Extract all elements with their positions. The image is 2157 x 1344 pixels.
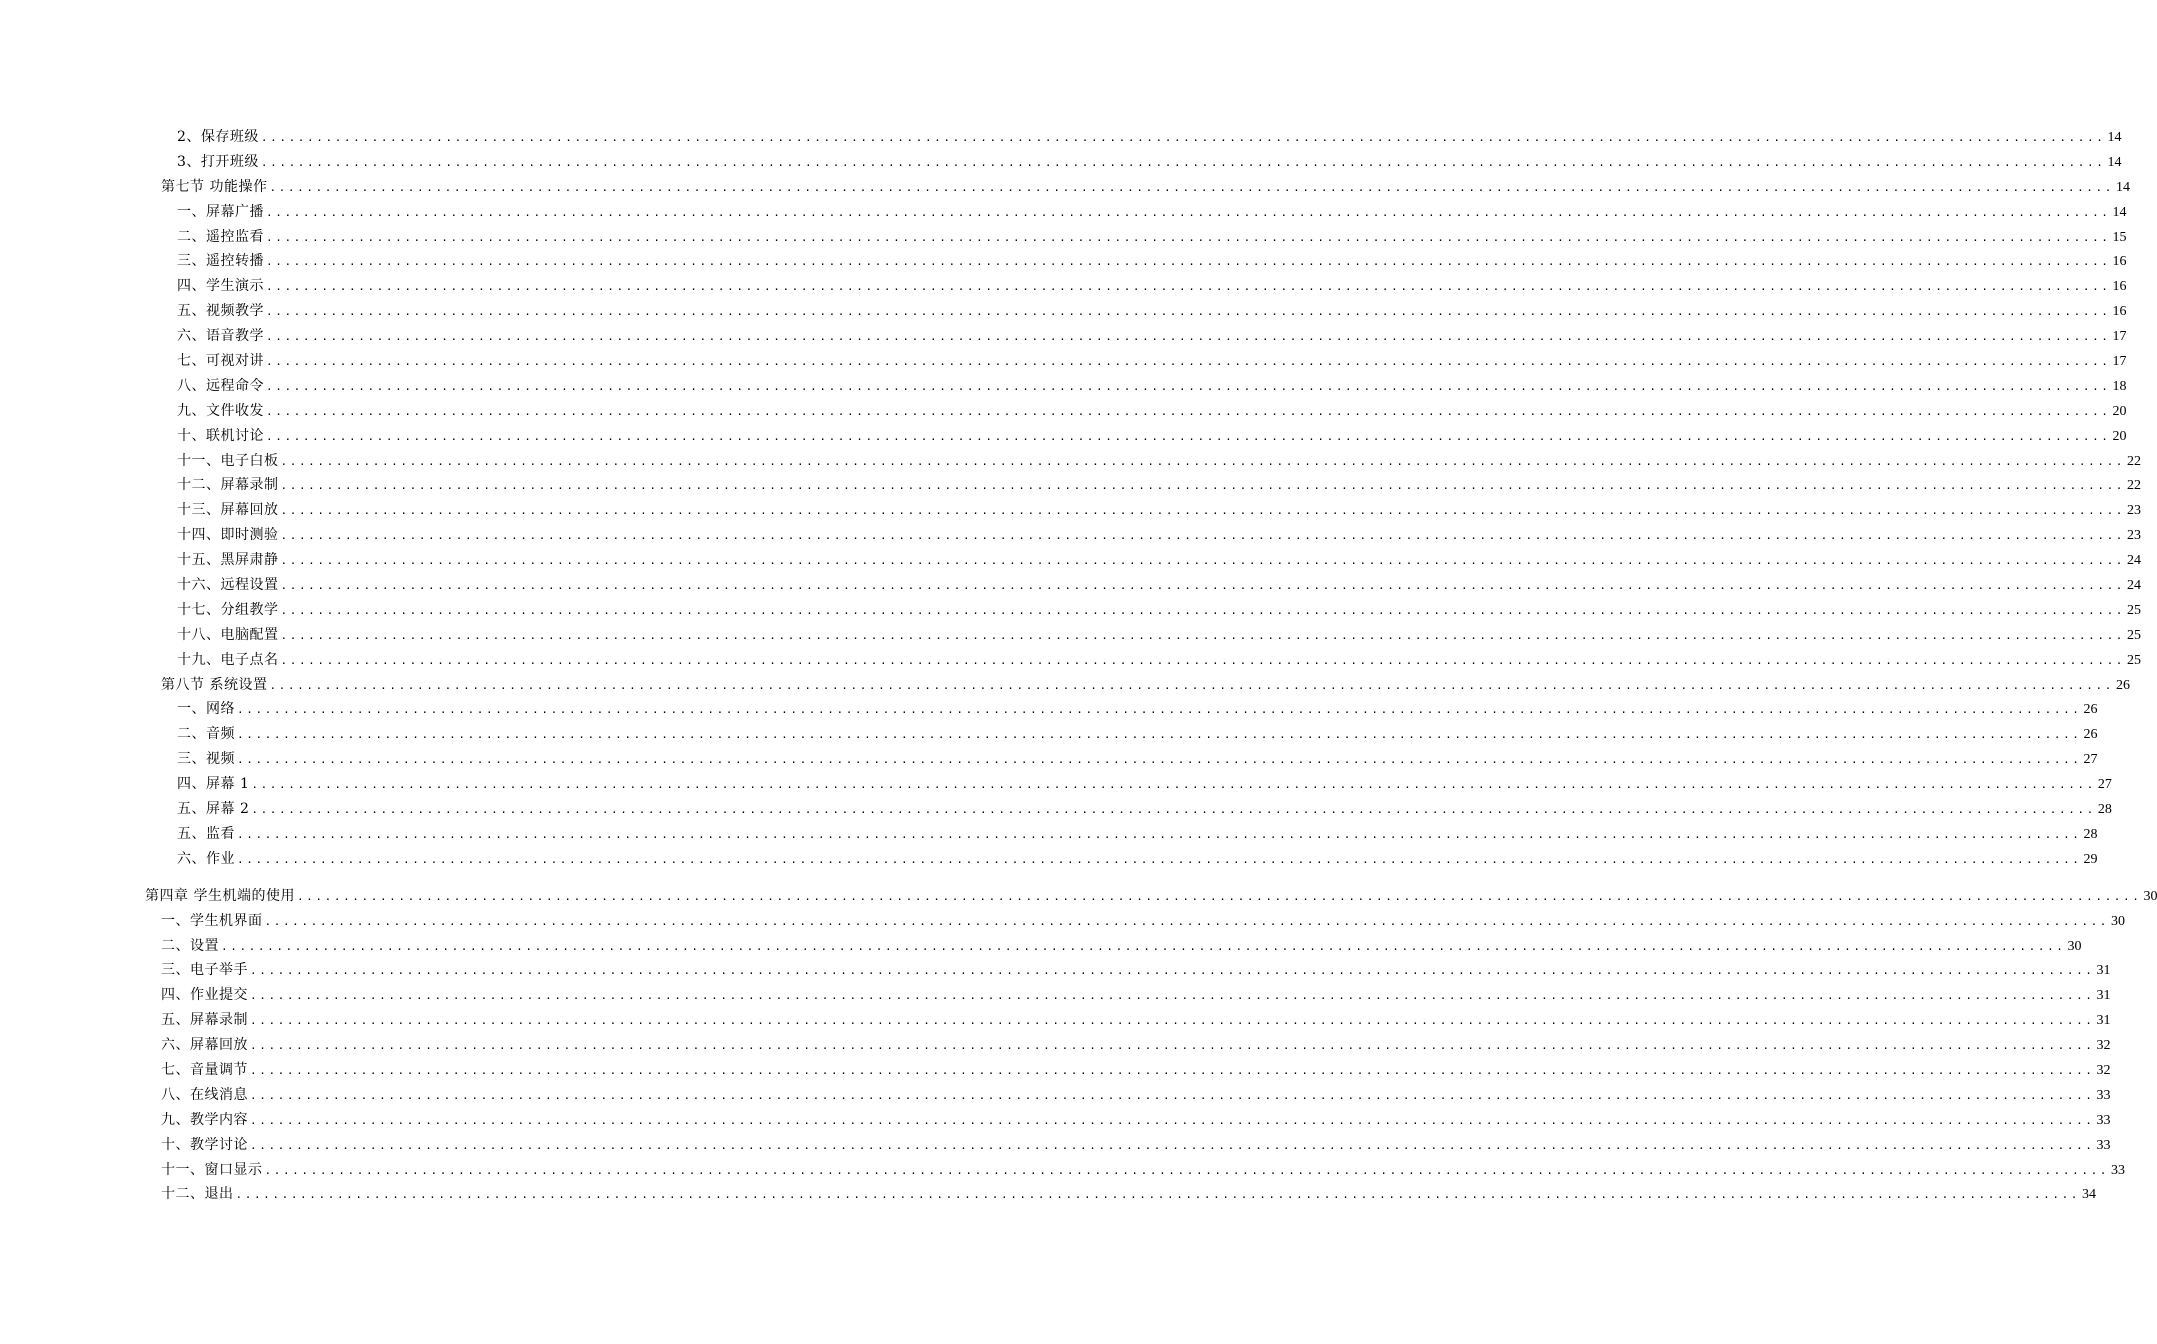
- toc-entry[interactable]: [0, 797, 2112, 822]
- toc-entry[interactable]: [0, 399, 2127, 424]
- toc-entry[interactable]: [0, 673, 2130, 698]
- toc-entry[interactable]: [0, 200, 2127, 225]
- toc-entry[interactable]: [0, 747, 2098, 772]
- toc-entry-line: [161, 1133, 2111, 1159]
- toc-entry-page-number: 23: [2127, 503, 2142, 519]
- toc-entry[interactable]: [0, 349, 2127, 374]
- toc-entry-line: [161, 1008, 2111, 1034]
- toc-dot-leader: ........................................................................................................................................................................................................: [280, 454, 2126, 468]
- toc-dot-leader: ........................................................................................................................................................................................................: [266, 355, 2111, 369]
- toc-entry-line: [145, 884, 2157, 910]
- toc-entry[interactable]: [0, 884, 2157, 909]
- toc-entry-line: [177, 274, 2127, 300]
- toc-entry-title: 五、视频教学: [177, 303, 264, 320]
- toc-entry-page-number: 30: [2111, 913, 2126, 929]
- toc-entry-title: 六、作业: [177, 850, 235, 867]
- toc-entry-line: [177, 722, 2098, 748]
- toc-entry-page-number: 20: [2112, 403, 2127, 419]
- toc-dot-leader: ........................................................................................................................................................................................................: [250, 989, 2095, 1003]
- toc-entry-line: [161, 1083, 2111, 1109]
- toc-entry[interactable]: [0, 822, 2098, 847]
- toc-entry-line: [177, 623, 2142, 649]
- toc-entry-title: 2、保存班级: [177, 129, 259, 145]
- toc-entry-title: 九、教学内容: [161, 1111, 248, 1128]
- toc-entry[interactable]: [0, 623, 2142, 648]
- toc-entry-line: [177, 573, 2142, 599]
- toc-entry-page-number: 17: [2112, 329, 2127, 345]
- toc-dot-leader: ........................................................................................................................................................................................................: [260, 131, 2106, 144]
- toc-entry-title: 一、网络: [177, 701, 235, 718]
- toc-entry-page-number: 25: [2127, 627, 2142, 643]
- toc-dot-leader: ........................................................................................................................................................................................................: [250, 1088, 2095, 1102]
- toc-entry-page-number: 26: [2115, 677, 2130, 693]
- toc-dot-leader: ........................................................................................................................................................................................................: [264, 1163, 2110, 1177]
- toc-entry-title: 三、遥控转播: [177, 253, 264, 270]
- toc-entry-page-number: 30: [2143, 888, 2157, 904]
- toc-entry-page-number: 33: [2111, 1162, 2126, 1178]
- toc-dot-leader: ........................................................................................................................................................................................................: [280, 504, 2126, 518]
- toc-entry[interactable]: [0, 934, 2082, 959]
- toc-entry-title: 二、设置: [161, 937, 219, 954]
- toc-entry-title: 八、在线消息: [161, 1086, 248, 1103]
- toc-entry-page-number: 25: [2127, 602, 2142, 618]
- toc-entry-page-number: 15: [2112, 229, 2127, 245]
- toc-entry-title: 十、教学讨论: [161, 1136, 248, 1153]
- toc-entry-line: [161, 1058, 2111, 1084]
- toc-dot-leader: ........................................................................................................................................................................................................: [266, 429, 2111, 443]
- toc-dot-leader: ........................................................................................................................................................................................................: [280, 653, 2126, 667]
- toc-dot-leader: ........................................................................................................................................................................................................: [266, 280, 2111, 294]
- toc-entry-line: [161, 934, 2082, 960]
- toc-entry-line: [177, 374, 2127, 400]
- toc-entry[interactable]: [0, 449, 2142, 474]
- toc-entry[interactable]: [0, 473, 2142, 498]
- toc-entry-line: [161, 673, 2130, 699]
- toc-dot-leader: ........................................................................................................................................................................................................: [280, 579, 2126, 593]
- toc-dot-leader: ........................................................................................................................................................................................................: [280, 603, 2126, 617]
- toc-entry[interactable]: [0, 722, 2098, 747]
- toc-entry-title: 四、屏幕 1: [177, 776, 250, 793]
- toc-entry-title: 六、语音教学: [177, 328, 264, 345]
- toc-dot-leader: ........................................................................................................................................................................................................: [237, 703, 2082, 717]
- toc-dot-leader: ........................................................................................................................................................................................................: [266, 230, 2111, 244]
- toc-entry[interactable]: [0, 374, 2127, 399]
- toc-entry-line: [177, 548, 2142, 574]
- toc-dot-leader: ........................................................................................................................................................................................................: [250, 1138, 2095, 1152]
- toc-entry[interactable]: [0, 909, 2126, 934]
- toc-dot-leader: ........................................................................................................................................................................................................: [235, 1188, 2081, 1202]
- toc-entry-line: [177, 697, 2098, 723]
- toc-entry-page-number: 27: [2097, 777, 2112, 793]
- toc-entry[interactable]: [0, 1108, 2111, 1133]
- toc-entry-title: 十四、即时测验: [177, 527, 279, 544]
- toc-entry-title: 五、屏幕录制: [161, 1012, 248, 1029]
- toc-entry-page-number: 17: [2112, 354, 2127, 370]
- toc-entry-title: 四、作业提交: [161, 987, 248, 1004]
- toc-entry-line: [177, 150, 2122, 176]
- toc-entry[interactable]: [0, 1033, 2111, 1058]
- toc-entry-line: [177, 299, 2127, 325]
- toc-entry-line: [177, 424, 2127, 450]
- toc-entry-title: 十二、屏幕录制: [177, 477, 279, 494]
- toc-entry-page-number: 18: [2112, 378, 2127, 394]
- toc-entry-line: [177, 125, 2122, 151]
- toc-dot-leader: ........................................................................................................................................................................................................: [237, 827, 2082, 841]
- toc-dot-leader: ........................................................................................................................................................................................................: [237, 728, 2082, 742]
- toc-dot-leader: ........................................................................................................................................................................................................: [269, 678, 2114, 692]
- toc-entry-title: 五、监看: [177, 825, 235, 842]
- toc-entry-page-number: 28: [2097, 802, 2112, 818]
- toc-entry[interactable]: [0, 598, 2142, 623]
- toc-entry-line: [161, 1158, 2126, 1184]
- toc-entry[interactable]: [0, 1158, 2126, 1183]
- toc-entry[interactable]: [0, 249, 2127, 274]
- toc-entry-title: 一、学生机界面: [161, 912, 263, 929]
- toc-entry-line: [177, 349, 2127, 375]
- toc-dot-leader: ........................................................................................................................................................................................................: [296, 889, 2142, 903]
- toc-entry-title: 第七节 功能操作: [161, 178, 268, 195]
- toc-dot-leader: ........................................................................................................................................................................................................: [250, 1063, 2095, 1077]
- toc-entry-line: [177, 449, 2142, 475]
- toc-entry-page-number: 31: [2096, 963, 2111, 979]
- toc-dot-leader: ........................................................................................................................................................................................................: [280, 554, 2126, 568]
- toc-entry-page-number: 16: [2112, 254, 2127, 270]
- toc-entry-page-number: 28: [2083, 826, 2098, 842]
- toc-entry-title: 七、可视对讲: [177, 353, 264, 370]
- toc-entry-page-number: 27: [2083, 752, 2098, 768]
- toc-entry-title: 十、联机讨论: [177, 427, 264, 444]
- toc-entry[interactable]: [0, 125, 2122, 150]
- toc-dot-leader: ........................................................................................................................................................................................................: [251, 778, 2096, 792]
- toc-entry-line: [177, 399, 2127, 425]
- toc-entry[interactable]: [0, 225, 2127, 250]
- toc-dot-leader: ........................................................................................................................................................................................................: [250, 1014, 2095, 1028]
- toc-entry-line: [177, 473, 2142, 499]
- toc-entry-title: 九、文件收发: [177, 402, 264, 419]
- toc-entry-title: 十一、窗口显示: [161, 1161, 263, 1178]
- table-of-contents: [0, 125, 2157, 1207]
- toc-entry-line: [161, 909, 2126, 935]
- toc-entry-title: 三、电子举手: [161, 962, 248, 979]
- toc-entry-page-number: 14: [2112, 204, 2127, 220]
- toc-entry-title: 第八节 系统设置: [161, 676, 268, 693]
- toc-entry-page-number: 14: [2107, 154, 2122, 170]
- toc-dot-leader: ........................................................................................................................................................................................................: [266, 205, 2111, 219]
- toc-entry-line: [161, 1182, 2097, 1208]
- toc-entry-page-number: 33: [2096, 1112, 2111, 1128]
- toc-entry-page-number: 16: [2112, 304, 2127, 320]
- toc-entry-line: [177, 200, 2127, 226]
- toc-entry-title: 十六、远程设置: [177, 577, 279, 594]
- toc-entry-line: [161, 983, 2111, 1009]
- toc-entry[interactable]: [0, 1133, 2111, 1158]
- toc-entry-title: 七、音量调节: [161, 1061, 248, 1078]
- toc-dot-leader: ........................................................................................................................................................................................................: [237, 852, 2082, 866]
- toc-dot-leader: ........................................................................................................................................................................................................: [260, 155, 2106, 169]
- toc-entry[interactable]: [0, 150, 2122, 175]
- toc-entry-page-number: 33: [2096, 1137, 2111, 1153]
- toc-entry-title: 十三、屏幕回放: [177, 502, 279, 519]
- toc-dot-leader: ........................................................................................................................................................................................................: [266, 330, 2111, 344]
- toc-entry-page-number: 14: [2115, 179, 2130, 195]
- toc-entry-page-number: 34: [2082, 1187, 2097, 1203]
- toc-entry-line: [177, 225, 2127, 251]
- toc-entry-title: 十八、电脑配置: [177, 626, 279, 643]
- toc-entry[interactable]: [0, 697, 2098, 722]
- toc-entry-line: [161, 958, 2111, 984]
- toc-entry[interactable]: [0, 424, 2127, 449]
- toc-entry-page-number: 24: [2127, 553, 2142, 569]
- toc-entry-line: [177, 648, 2142, 674]
- toc-dot-leader: ........................................................................................................................................................................................................: [237, 753, 2082, 767]
- toc-entry-line: [177, 523, 2142, 549]
- toc-entry-title: 四、学生演示: [177, 278, 264, 295]
- toc-entry[interactable]: [0, 274, 2127, 299]
- toc-dot-leader: ........................................................................................................................................................................................................: [250, 1113, 2095, 1127]
- toc-dot-leader: ........................................................................................................................................................................................................: [269, 180, 2114, 194]
- toc-entry[interactable]: [0, 1058, 2111, 1083]
- toc-entry[interactable]: [0, 772, 2112, 797]
- toc-entry-page-number: 16: [2112, 279, 2127, 295]
- toc-entry-page-number: 29: [2083, 851, 2098, 867]
- toc-entry[interactable]: [0, 958, 2111, 983]
- toc-entry-line: [161, 1108, 2111, 1134]
- toc-dot-leader: ........................................................................................................................................................................................................: [251, 803, 2096, 817]
- toc-entry-line: [161, 175, 2130, 201]
- toc-entry[interactable]: [0, 648, 2142, 673]
- toc-entry-line: [177, 822, 2098, 848]
- toc-dot-leader: ........................................................................................................................................................................................................: [266, 379, 2111, 393]
- toc-entry-line: [177, 772, 2112, 798]
- toc-entry-page-number: 26: [2083, 727, 2098, 743]
- toc-entry[interactable]: [0, 523, 2142, 548]
- toc-entry-page-number: 33: [2096, 1087, 2111, 1103]
- toc-entry-title: 十五、黑屏肃静: [177, 552, 279, 569]
- toc-entry-line: [177, 249, 2127, 275]
- toc-entry-title: 五、屏幕 2: [177, 801, 250, 818]
- toc-entry-title: 十一、电子白板: [177, 452, 279, 469]
- toc-entry-line: [177, 797, 2112, 823]
- toc-entry-title: 第四章 学生机端的使用: [145, 887, 295, 904]
- toc-entry-page-number: 23: [2127, 528, 2142, 544]
- toc-dot-leader: ........................................................................................................................................................................................................: [266, 404, 2111, 418]
- toc-entry[interactable]: [0, 175, 2130, 200]
- toc-entry-title: 十七、分组教学: [177, 601, 279, 618]
- toc-entry[interactable]: [0, 573, 2142, 598]
- toc-entry-page-number: 30: [2067, 938, 2082, 954]
- toc-entry-page-number: 22: [2127, 453, 2142, 469]
- toc-entry[interactable]: [0, 983, 2111, 1008]
- toc-entry-line: [177, 498, 2142, 524]
- toc-entry-title: 十二、退出: [161, 1186, 234, 1203]
- toc-entry[interactable]: [0, 847, 2098, 872]
- toc-entry-line: [177, 324, 2127, 350]
- toc-entry[interactable]: [0, 1083, 2111, 1108]
- toc-dot-leader: ........................................................................................................................................................................................................: [250, 964, 2095, 978]
- toc-entry-line: [177, 847, 2098, 873]
- toc-dot-leader: ........................................................................................................................................................................................................: [264, 914, 2110, 928]
- toc-dot-leader: ........................................................................................................................................................................................................: [280, 628, 2126, 642]
- toc-dot-leader: ........................................................................................................................................................................................................: [221, 939, 2066, 953]
- toc-entry-line: [177, 747, 2098, 773]
- toc-entry[interactable]: [0, 299, 2127, 324]
- toc-dot-leader: ........................................................................................................................................................................................................: [266, 305, 2111, 319]
- toc-dot-leader: ........................................................................................................................................................................................................: [266, 255, 2111, 269]
- toc-entry-page-number: 24: [2127, 578, 2142, 594]
- toc-entry-page-number: 25: [2127, 652, 2142, 668]
- toc-entry-title: 十九、电子点名: [177, 651, 279, 668]
- toc-dot-leader: ........................................................................................................................................................................................................: [280, 479, 2126, 493]
- toc-entry[interactable]: [0, 1008, 2111, 1033]
- toc-entry[interactable]: [0, 324, 2127, 349]
- toc-entry-title: 一、屏幕广播: [177, 203, 264, 220]
- toc-entry-page-number: 31: [2096, 1013, 2111, 1029]
- toc-entry-page-number: 26: [2083, 702, 2098, 718]
- toc-entry-page-number: 32: [2096, 1038, 2111, 1054]
- toc-dot-leader: ........................................................................................................................................................................................................: [250, 1039, 2095, 1053]
- toc-entry-page-number: 20: [2112, 428, 2127, 444]
- toc-entry-line: [161, 1033, 2111, 1059]
- toc-entry-title: 八、远程命令: [177, 377, 264, 394]
- toc-entry-title: 三、视频: [177, 751, 235, 768]
- toc-entry-line: [177, 598, 2142, 624]
- toc-entry-page-number: 22: [2127, 478, 2142, 494]
- toc-entry-title: 3、打开班级: [177, 153, 259, 170]
- toc-entry-title: 二、音频: [177, 726, 235, 743]
- toc-entry[interactable]: [0, 498, 2142, 523]
- toc-entry-title: 六、屏幕回放: [161, 1037, 248, 1054]
- toc-entry-title: 二、遥控监看: [177, 228, 264, 245]
- toc-entry-page-number: 32: [2096, 1062, 2111, 1078]
- toc-entry[interactable]: [0, 1182, 2097, 1207]
- toc-entry[interactable]: [0, 548, 2142, 573]
- toc-entry-page-number: 14: [2107, 130, 2122, 145]
- toc-dot-leader: ........................................................................................................................................................................................................: [280, 529, 2126, 543]
- toc-entry-page-number: 31: [2096, 988, 2111, 1004]
